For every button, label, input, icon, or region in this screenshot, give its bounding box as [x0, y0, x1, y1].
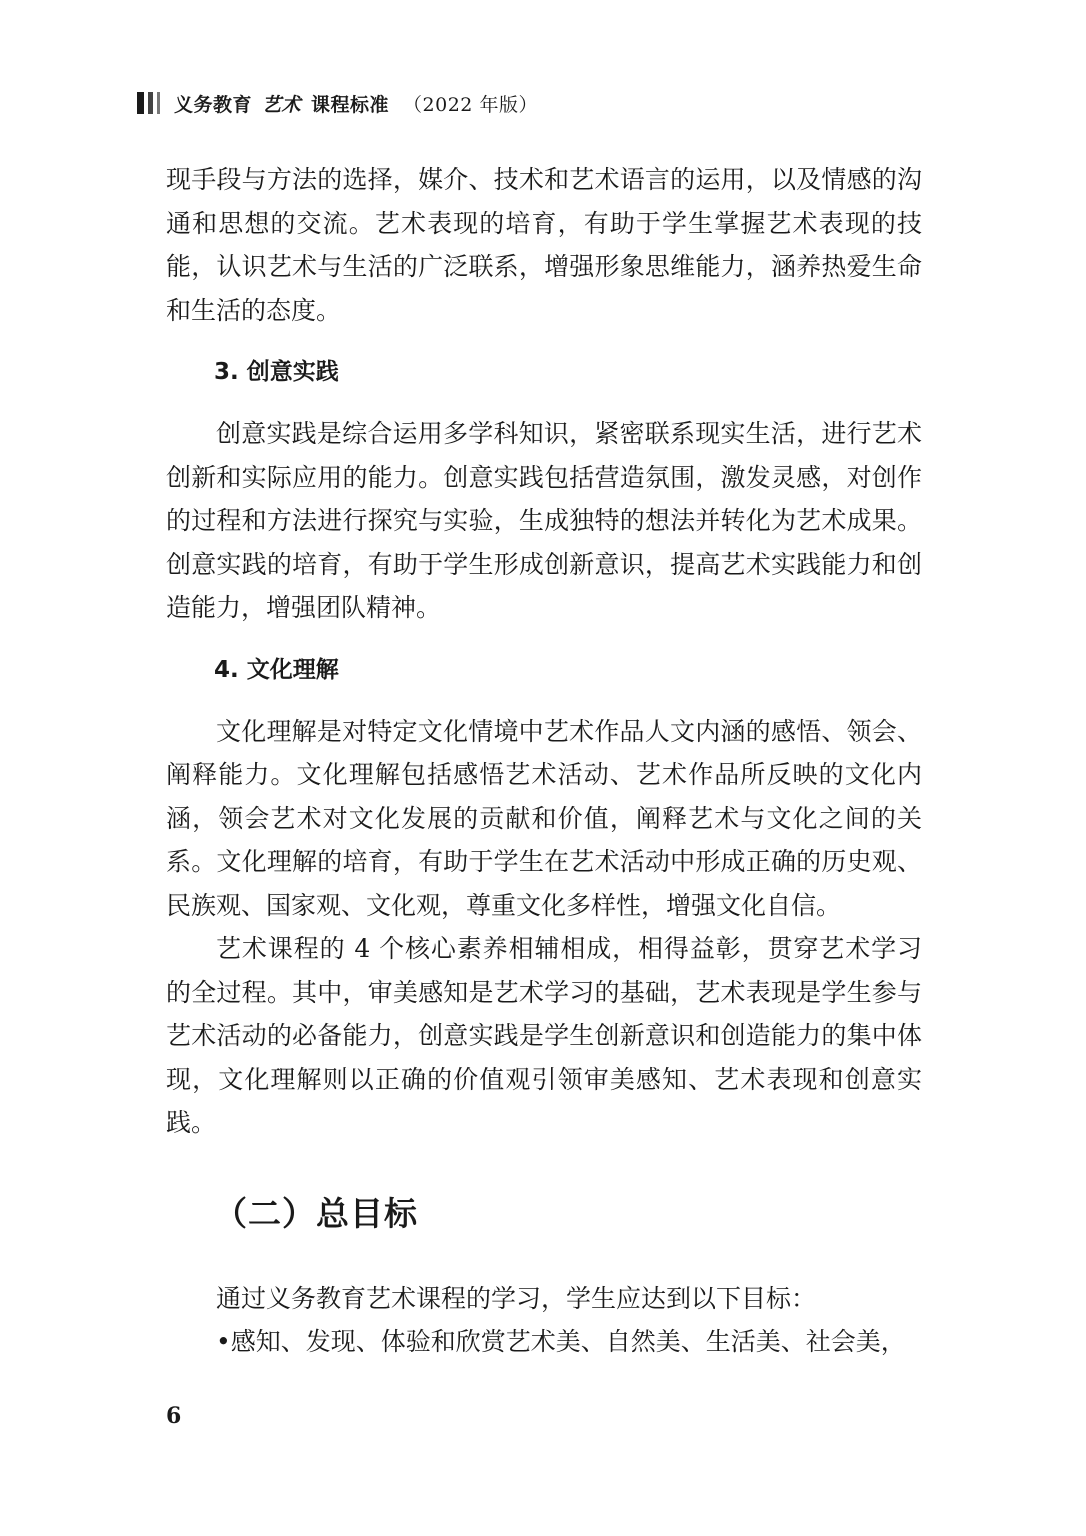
paragraph-creative-practice: 创意实践是综合运用多学科知识，紧密联系现实生活，进行艺术创新和实际应用的能力。创意实践包括营造氛围，激发灵感，对创作的过程和方法进行探究与实验，生成独特的想法并转化为艺术成果。创意实践的培育，有助于学生形成创新意识，提高艺术实践能力和创造能力，增强团队精神。	[166, 419, 922, 622]
running-header	[137, 88, 538, 118]
header-subject: 艺术	[262, 93, 302, 116]
header-title: 义务教育	[174, 93, 253, 116]
section-heading-overall-goal: （二）总目标	[214, 1193, 418, 1233]
header-standard: 课程标准	[311, 93, 390, 116]
paragraph-intro: 现手段与方法的选择，媒介、技术和艺术语言的运用，以及情感的沟通和思想的交流。艺术表现的培育，有助于学生掌握艺术表现的技能，认识艺术与生活的广泛联系，增强形象思维能力，涵养热爱生命和生活的态度。	[166, 165, 922, 325]
paragraph-summary: 艺术课程的 4 个核心素养相辅相成，相得益彰，贯穿艺术学习的全过程。其中，审美感知是艺术学习的基础，艺术表现是学生参与艺术活动的必备能力，创意实践是学生创新意识和创造能力的集中体现，文化理解则以正确的价值观引领审美感知、艺术表现和创意实践。	[166, 934, 922, 1137]
header-year: （2022 年版）	[403, 93, 538, 116]
paragraph-goal: 通过义务教育艺术课程的学习，学生应达到以下目标：	[216, 1283, 817, 1313]
subheading-cultural-understanding: 4. 文化理解	[214, 656, 339, 683]
page-body	[166, 158, 922, 1364]
subheading-creative-practice: 3. 创意实践	[214, 359, 339, 385]
paragraph-cultural-understanding: 文化理解是对特定文化情境中艺术作品人文内涵的感悟、领会、阐释能力。文化理解包括感悟艺术活动、艺术作品所反映的文化内涵，领会艺术对文化发展的贡献和价值，阐释艺术与文化之间的关系。文化理解的培育，有助于学生在艺术活动中形成正确的历史观、民族观、国家观、文化观，尊重文化多样性，增强文化自信。	[166, 716, 922, 920]
bullet-item: •感知、发现、体验和欣赏艺术美、自然美、生活美、社会美，	[216, 1327, 906, 1356]
header-bars-icon	[137, 92, 164, 114]
page-number: 6	[166, 1403, 182, 1429]
